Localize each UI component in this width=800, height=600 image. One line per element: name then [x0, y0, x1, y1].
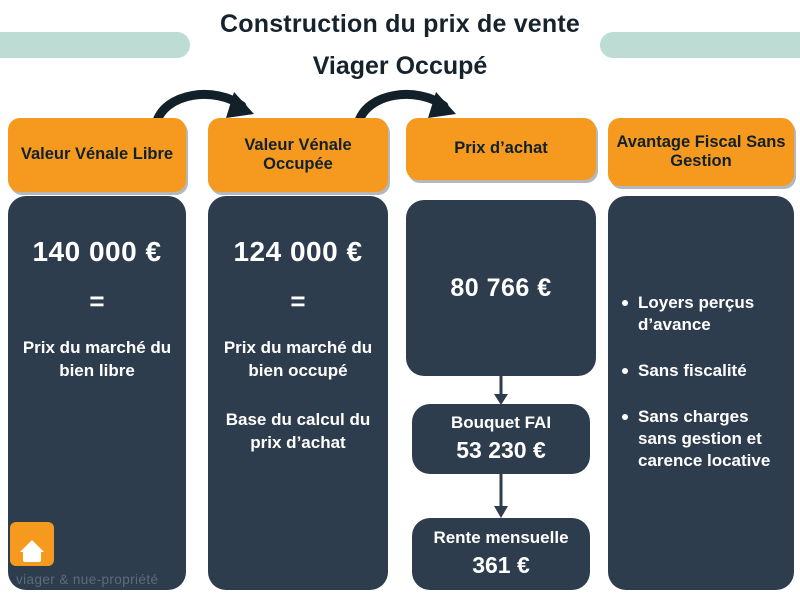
amount-valeur-venale-occupee: 124 000 € [233, 236, 363, 267]
page-subtitle: Viager Occupé [312, 52, 488, 80]
equals-sign-col1: = [89, 286, 105, 316]
amount-rente-mensuelle: 361 € [472, 551, 530, 578]
logo-name-line2: COSTES [60, 542, 178, 572]
panel-bouquet-fai [412, 404, 590, 474]
brand-logo [8, 514, 204, 592]
list-item: Loyers perçus d’avance [638, 292, 784, 336]
label-bouquet-fai: Bouquet FAI [450, 413, 552, 433]
list-item: Sans charges sans gestion et carence locative [638, 406, 784, 472]
list-item: Sans fiscalité [638, 360, 784, 382]
page-title: Construction du prix de vente [220, 10, 580, 38]
desc-valeur-venale-libre: Prix du marché du bien libre [22, 338, 172, 380]
logo-tagline: viager & nue-propriété [16, 572, 159, 587]
amount-valeur-venale-libre: 140 000 € [32, 236, 162, 267]
header-valeur-venale-occupee: Valeur Vénale Occupée [208, 118, 388, 192]
avantage-fiscal-list [608, 196, 794, 473]
panel-avantage-fiscal [608, 196, 794, 590]
house-icon [10, 522, 54, 566]
label-rente-mensuelle: Rente mensuelle [433, 528, 569, 548]
desc-valeur-venale-occupee: Prix du marché du bien occupé [223, 338, 373, 380]
panel-prix-achat [406, 200, 596, 376]
header-prix-achat: Prix d’achat [406, 118, 596, 180]
desc-base-calcul: Base du calcul du prix d’achat [225, 409, 371, 452]
header-avantage-fiscal: Avantage Fiscal Sans Gestion [608, 118, 794, 186]
equals-sign-col2: = [290, 286, 306, 316]
panel-valeur-venale-occupee [208, 196, 388, 590]
logo-name-line1: RENÉE [60, 516, 159, 546]
panel-rente-mensuelle [412, 518, 590, 590]
amount-prix-achat: 80 766 € [450, 273, 552, 302]
header-valeur-venale-libre: Valeur Vénale Libre [8, 118, 186, 192]
amount-bouquet-fai: 53 230 € [456, 436, 546, 463]
